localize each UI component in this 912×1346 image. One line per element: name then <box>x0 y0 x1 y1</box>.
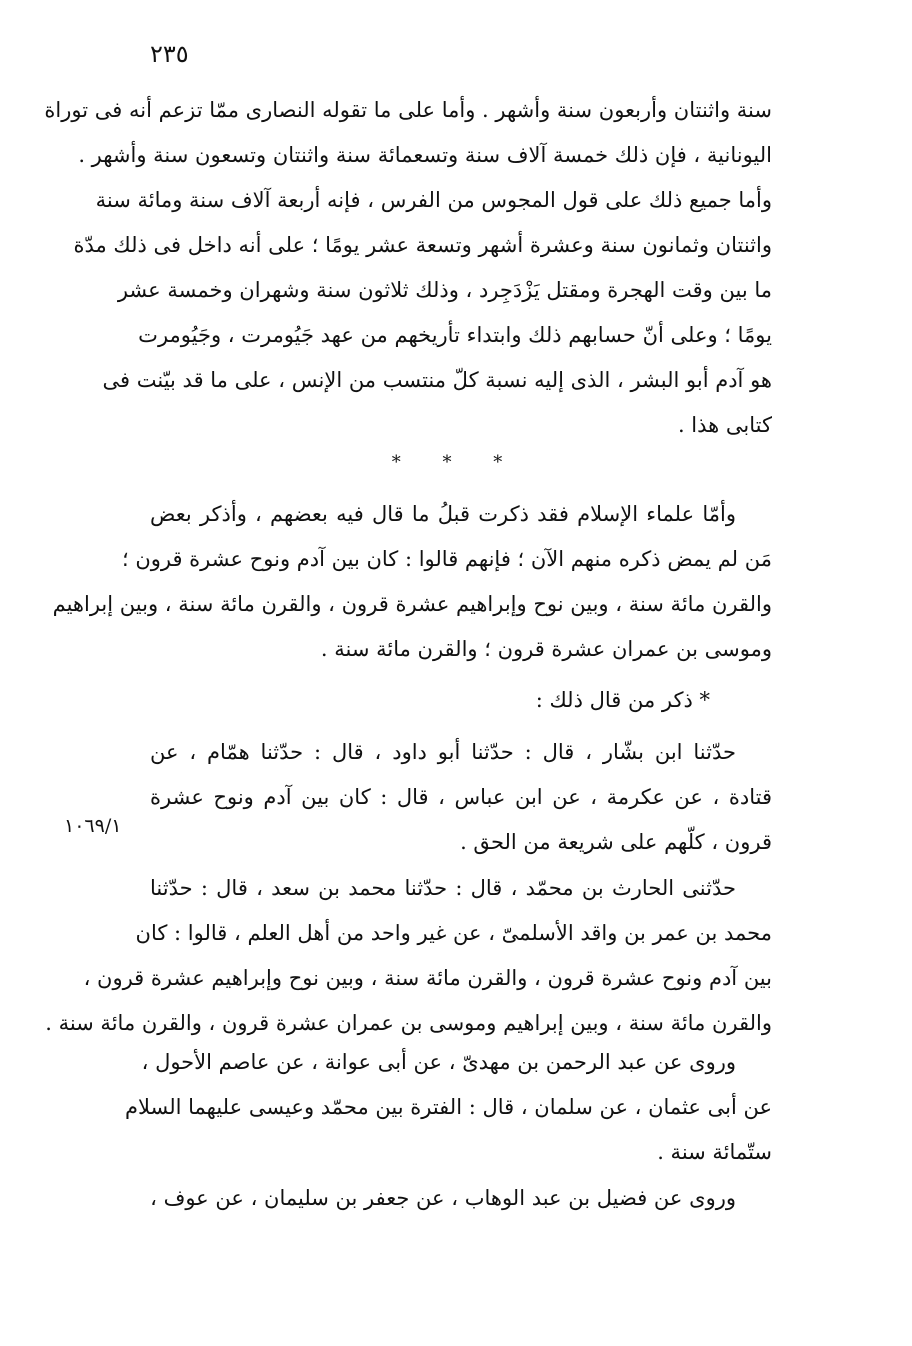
paragraph-2 <box>52 492 772 672</box>
text-line: سنة واثنتان وأربعون سنة وأشهر . وأما على ما تقوله النصارى ممّا تزعم أنه فى توراة <box>44 98 772 122</box>
text-line: اليونانية ، فإن ذلك خمسة آلاف سنة وتسعمائة سنة واثنتان وتسعون سنة وأشهر . <box>78 143 772 167</box>
paragraph-6 <box>150 1176 772 1221</box>
paragraph-5 <box>124 1040 772 1175</box>
text-line: محمد بن عمر بن واقد الأسلمىّ ، عن غير واحد من أهل العلم ، قالوا : كان <box>135 921 772 945</box>
text-line: بين آدم ونوح عشرة قرون ، والقرن مائة سنة ، وبين نوح وإبراهيم عشرة قرون ، <box>83 966 772 990</box>
text-line: يومًا ؛ وعلى أنّ حسابهم ذلك وابتداء تأريخهم من عهد جَيُومرت ، وجَيُومرت <box>138 323 772 347</box>
text-line: ما بين وقت الهجرة ومقتل يَزْدَجِرد ، وذلك ثلاثون سنة وشهران وخمسة عشر <box>117 278 772 302</box>
text-line: وأمّا علماء الإسلام فقد ذكرت قبلُ ما قال فيه بعضهم ، وأذكر بعض <box>150 502 736 526</box>
text-line: واثنتان وثمانون سنة وعشرة أشهر وتسعة عشر يومًا ؛ على أنه داخل فى ذلك مدّة <box>73 233 772 257</box>
text-line: قرون ، كلّهم على شريعة من الحق . <box>460 830 772 854</box>
text-line: وأما جميع ذلك على قول المجوس من الفرس ، فإنه أربعة آلاف سنة ومائة سنة <box>95 188 772 212</box>
paragraph-4 <box>45 866 772 1046</box>
paragraph-3 <box>150 730 772 865</box>
paragraph-1 <box>44 88 772 448</box>
text-line: والقرن مائة سنة ، وبين إبراهيم وموسى بن عمران عشرة قرون ، والقرن مائة سنة . <box>45 1011 772 1035</box>
text-line: حدّثنى الحارث بن محمّد ، قال : حدّثنا محمد بن سعد ، قال : حدّثنا <box>150 876 736 900</box>
text-line: هو آدم أبو البشر ، الذى إليه نسبة كلّ منتسب من الإنس ، على ما قد بيّنت فى <box>102 368 772 392</box>
text-line: وموسى بن عمران عشرة قرون ؛ والقرن مائة سنة . <box>320 637 772 661</box>
section-separator: * * * <box>391 452 521 473</box>
text-line: حدّثنا ابن بشّار ، قال : حدّثنا أبو داود ، قال : حدّثنا همّام ، عن <box>150 740 736 764</box>
page-number: ٢٣٥ <box>150 40 189 68</box>
text-line: والقرن مائة سنة ، وبين نوح وإبراهيم عشرة قرون ، والقرن مائة سنة ، وبين إبراهيم <box>52 592 772 616</box>
section-heading: * ذكر من قال ذلك : <box>535 688 710 712</box>
text-line: مَن لم يمض ذكره منهم الآن ؛ فإنهم قالوا : كان بين آدم ونوح عشرة قرون ؛ <box>121 547 772 571</box>
text-line: كتابى هذا . <box>677 413 772 437</box>
text-line: قتادة ، عن عكرمة ، عن ابن عباس ، قال : كان بين آدم ونوح عشرة <box>150 785 772 809</box>
text-line: وروى عن عبد الرحمن بن مهدىّ ، عن أبى عوانة ، عن عاصم الأحول ، <box>141 1050 736 1074</box>
margin-reference: ١٠٦٩/١ <box>64 815 122 837</box>
text-line: وروى عن فضيل بن عبد الوهاب ، عن جعفر بن سليمان ، عن عوف ، <box>150 1186 736 1210</box>
text-line: ستّمائة سنة . <box>657 1140 772 1164</box>
text-line: عن أبى عثمان ، عن سلمان ، قال : الفترة بين محمّد وعيسى عليهما السلام <box>124 1095 772 1119</box>
